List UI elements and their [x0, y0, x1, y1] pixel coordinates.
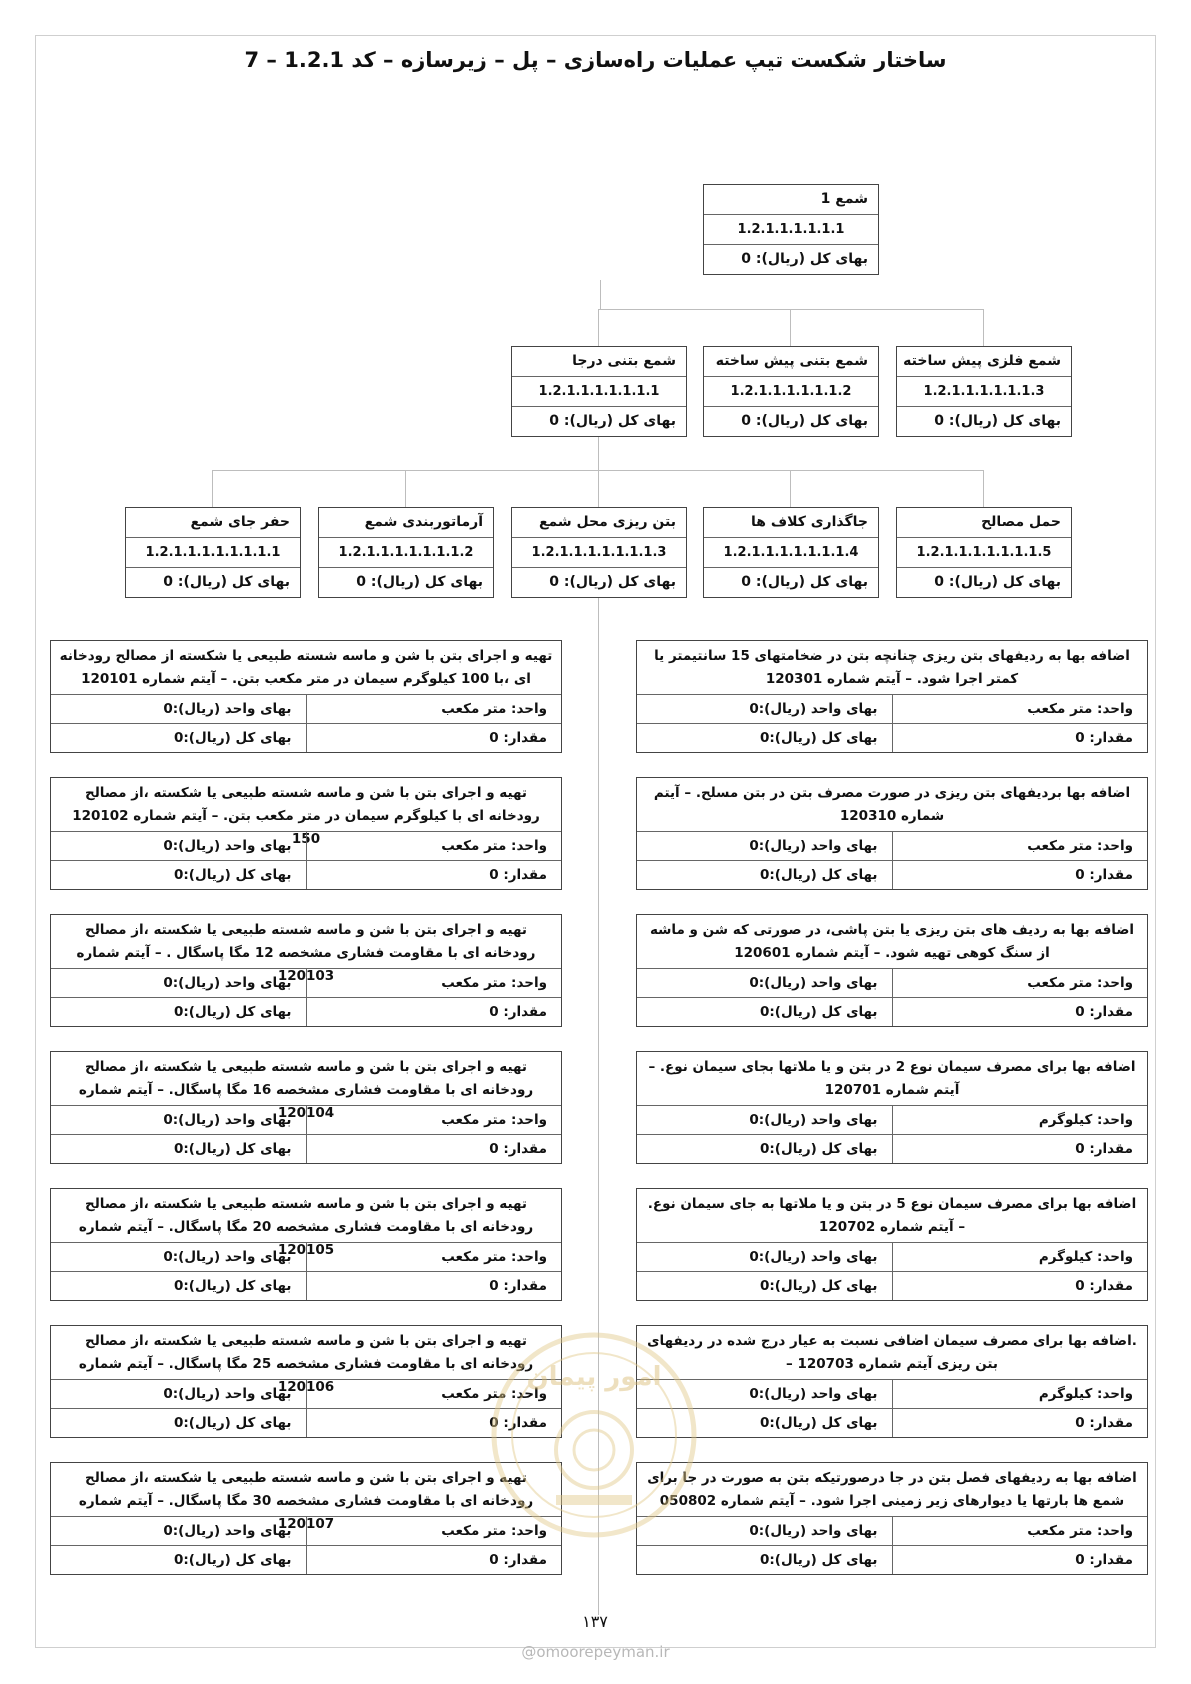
item-description: تهیه و اجرای بتن با شن و ماسه شسته طبیعی یا شکسته ،از مصالح رودخانه ای با مقاومت فشاری مشخصه 25 مگا پاسگال. – آیتم شماره 120106 [51, 1326, 561, 1380]
item-box-right [636, 777, 1148, 890]
item-total-price: بهای کل (ریال):0 [174, 730, 292, 746]
connector-line [790, 470, 791, 507]
node-total: بهای کل (ریال): 0 [741, 413, 868, 429]
node-code: 1.2.1.1.1.1.1.1.1.5 [897, 538, 1071, 568]
item-total-price: بهای کل (ریال):0 [174, 1278, 292, 1294]
node-name: آرماتوربندی شمع [319, 508, 493, 538]
wbs-node-cage-placement [703, 507, 879, 598]
item-unit-price: بهای واحد (ریال):0 [749, 838, 878, 854]
node-name: شمع 1 [704, 185, 878, 215]
node-code: 1.2.1.1.1.1.1.1.1.2 [319, 538, 493, 568]
node-name: شمع بتنی پیش ساخته [704, 347, 878, 377]
item-quantity: مقدار: 0 [892, 1272, 1148, 1300]
item-unit-price: بهای واحد (ریال):0 [163, 701, 292, 717]
node-total: بهای کل (ریال): 0 [934, 413, 1061, 429]
item-quantity: مقدار: 0 [306, 1546, 562, 1574]
node-code: 1.2.1.1.1.1.1.1.2 [704, 377, 878, 407]
node-total: بهای کل (ریال): 0 [741, 251, 868, 267]
item-unit: واحد: متر مکعب [306, 695, 562, 723]
item-box-right [636, 1051, 1148, 1164]
item-box-right [636, 1188, 1148, 1301]
item-total-price: بهای کل (ریال):0 [174, 867, 292, 883]
item-description: اضافه بها به ردیفهای بتن ریزی چنانچه بتن در ضخامتهای 15 سانتیمتر یا کمتر اجرا شود. – آیتم شماره 120301 [637, 641, 1147, 695]
node-total: بهای کل (ریال): 0 [163, 574, 290, 590]
item-unit: واحد: متر مکعب [306, 1380, 562, 1408]
item-description: تهیه و اجرای بتن با شن و ماسه شسته طبیعی یا شکسته ،از مصالح رودخانه ای با مقاومت فشاری مشخصه 20 مگا پاسگال. – آیتم شماره 120105 [51, 1189, 561, 1243]
item-unit: واحد: کیلوگرم [892, 1243, 1148, 1271]
seal-watermark-icon [484, 1325, 704, 1545]
item-description: تهیه و اجرای بتن با شن و ماسه شسته طبیعی یا شکسته ،از مصالح رودخانه ای با مقاومت فشاری مشخصه 12 مگا پاسگال . – آیتم شماره 120103 [51, 915, 561, 969]
wbs-node-level1 [703, 184, 879, 275]
wbs-node-precast-steel-pile [896, 346, 1072, 437]
node-name: حفر جای شمع [126, 508, 300, 538]
node-total: بهای کل (ریال): 0 [741, 574, 868, 590]
node-code: 1.2.1.1.1.1.1.1.1.4 [704, 538, 878, 568]
item-unit-price: بهای واحد (ریال):0 [749, 1386, 878, 1402]
item-quantity: مقدار: 0 [892, 724, 1148, 752]
item-box-left [50, 1188, 562, 1301]
item-description: تهیه و اجرای بتن با شن و ماسه شسته طبیعی یا شکسته ،از مصالح رودخانه ای با کیلوگرم سیمان در متر مکعب بتن. – آیتم شماره 120102 150 [51, 778, 561, 832]
item-total-price: بهای کل (ریال):0 [760, 1415, 878, 1431]
item-unit-price: بهای واحد (ریال):0 [163, 1386, 292, 1402]
wbs-node-pile-concreting [511, 507, 687, 598]
item-unit: واحد: متر مکعب [306, 969, 562, 997]
item-box-left [50, 777, 562, 890]
item-description: اضافه بها به ردیفهای فصل بتن در جا درصورتیکه بتن به صورت در جا برای شمع ها بارتها یا دیوارهای زیر زمینی اجرا شود. – آیتم شماره 050802 [637, 1463, 1147, 1517]
item-box-left [50, 1051, 562, 1164]
item-unit-price: بهای واحد (ریال):0 [749, 1249, 878, 1265]
node-name: شمع فلزی پیش ساخته [897, 347, 1071, 377]
item-description: تهیه و اجرای بتن با شن و ماسه شسته طبیعی یا شکسته ،از مصالح رودخانه ای با مقاومت فشاری مشخصه 16 مگا پاسگال. – آیتم شماره 120104 [51, 1052, 561, 1106]
seal-text: امور پیمان [526, 1362, 662, 1392]
connector-line [405, 470, 406, 507]
item-quantity: مقدار: 0 [306, 861, 562, 889]
item-total-price: بهای کل (ریال):0 [760, 1004, 878, 1020]
item-total-price: بهای کل (ریال):0 [174, 1141, 292, 1157]
item-box-right [636, 640, 1148, 753]
item-unit-price: بهای واحد (ریال):0 [163, 975, 292, 991]
connector-line [212, 470, 213, 507]
item-unit: واحد: متر مکعب [892, 969, 1148, 997]
node-total: بهای کل (ریال): 0 [356, 574, 483, 590]
item-total-price: بهای کل (ریال):0 [760, 1552, 878, 1568]
node-name: جاگذاری کلاف ها [704, 508, 878, 538]
item-box-right [636, 1462, 1148, 1575]
wbs-node-pile-excavation [125, 507, 301, 598]
item-total-price: بهای کل (ریال):0 [760, 1278, 878, 1294]
item-quantity: مقدار: 0 [306, 1409, 562, 1437]
connector-line [983, 470, 984, 507]
item-quantity: مقدار: 0 [306, 998, 562, 1026]
item-unit: واحد: متر مکعب [892, 695, 1148, 723]
connector-line [600, 280, 601, 310]
item-unit: واحد: متر مکعب [306, 832, 562, 860]
item-description: تهیه و اجرای بتن با شن و ماسه شسته طبیعی یا شکسته از مصالح رودخانه ای ،با 100 کیلوگرم سیمان در متر مکعب بتن. – آیتم شماره 120101 [51, 641, 561, 695]
page-title: ساختار شکست تیپ عملیات راه‌سازی – پل – زیرسازه – کد 1.2.1 – 7 [244, 48, 947, 72]
item-unit-price: بهای واحد (ریال):0 [163, 1112, 292, 1128]
item-box-left [50, 914, 562, 1027]
item-unit-price: بهای واحد (ریال):0 [749, 975, 878, 991]
item-unit: واحد: کیلوگرم [892, 1106, 1148, 1134]
node-name: حمل مصالح [897, 508, 1071, 538]
item-unit-price: بهای واحد (ریال):0 [163, 838, 292, 854]
item-unit: واحد: متر مکعب [306, 1106, 562, 1134]
item-unit: واحد: متر مکعب [306, 1243, 562, 1271]
wbs-node-pile-reinforcement [318, 507, 494, 598]
item-total-price: بهای کل (ریال):0 [174, 1552, 292, 1568]
item-unit-price: بهای واحد (ریال):0 [749, 1523, 878, 1539]
item-box-right [636, 1325, 1148, 1438]
page-number: ۱۳۷ [582, 1612, 608, 1631]
item-box-left [50, 640, 562, 753]
item-description: اضافه بها به ردیف های بتن ریزی یا بتن پاشی، در صورتی که شن و ماشه از سنگ کوهی تهیه شود. – آیتم شماره 120601 [637, 915, 1147, 969]
node-name: بتن ریزی محل شمع [512, 508, 686, 538]
item-description: اضافه بها برای مصرف سیمان نوع 5 در بتن و یا ملاتها به جای سیمان نوع. – آیتم شماره 120702 [637, 1189, 1147, 1243]
item-quantity: مقدار: 0 [306, 724, 562, 752]
node-code: 1.2.1.1.1.1.1.1.3 [897, 377, 1071, 407]
node-name: شمع بتنی درجا [512, 347, 686, 377]
item-quantity: مقدار: 0 [892, 1135, 1148, 1163]
node-total: بهای کل (ریال): 0 [934, 574, 1061, 590]
item-unit-price: بهای واحد (ریال):0 [749, 701, 878, 717]
watermark-text: @omoorepeyman.ir [521, 1643, 670, 1661]
connector-line [212, 470, 984, 471]
node-code: 1.2.1.1.1.1.1.1.1 [512, 377, 686, 407]
item-total-price: بهای کل (ریال):0 [760, 867, 878, 883]
item-box-right [636, 914, 1148, 1027]
item-unit: واحد: متر مکعب [892, 832, 1148, 860]
item-quantity: مقدار: 0 [892, 1546, 1148, 1574]
node-total: بهای کل (ریال): 0 [549, 574, 676, 590]
item-unit: واحد: کیلوگرم [892, 1380, 1148, 1408]
item-total-price: بهای کل (ریال):0 [760, 730, 878, 746]
node-code: 1.2.1.1.1.1.1.1 [704, 215, 878, 245]
item-quantity: مقدار: 0 [306, 1272, 562, 1300]
item-description: تهیه و اجرای بتن با شن و ماسه شسته طبیعی یا شکسته ،از مصالح رودخانه ای با مقاومت فشاری مشخصه 30 مگا پاسگال. – آیتم شماره 120107 [51, 1463, 561, 1517]
item-unit-price: بهای واحد (ریال):0 [163, 1523, 292, 1539]
item-unit: واحد: متر مکعب [306, 1517, 562, 1545]
item-unit-price: بهای واحد (ریال):0 [163, 1249, 292, 1265]
item-description: اضافه بها بردیفهای بتن ریزی در صورت مصرف بتن در بتن مسلح. – آیتم شماره 120310 [637, 778, 1147, 832]
item-quantity: مقدار: 0 [892, 1409, 1148, 1437]
item-unit: واحد: متر مکعب [892, 1517, 1148, 1545]
node-code: 1.2.1.1.1.1.1.1.1.3 [512, 538, 686, 568]
node-total: بهای کل (ریال): 0 [549, 413, 676, 429]
item-total-price: بهای کل (ریال):0 [174, 1415, 292, 1431]
node-code: 1.2.1.1.1.1.1.1.1.1 [126, 538, 300, 568]
item-description: اضافه بها برای مصرف سیمان نوع 2 در بتن و یا ملاتها بجای سیمان نوع. – آیتم شماره 120701 [637, 1052, 1147, 1106]
item-quantity: مقدار: 0 [892, 998, 1148, 1026]
wbs-node-precast-concrete-pile [703, 346, 879, 437]
item-unit-price: بهای واحد (ریال):0 [749, 1112, 878, 1128]
connector-line [598, 309, 599, 346]
connector-line [598, 309, 984, 310]
connector-line [790, 309, 791, 346]
item-total-price: بهای کل (ریال):0 [174, 1004, 292, 1020]
item-total-price: بهای کل (ریال):0 [760, 1141, 878, 1157]
connector-line [983, 309, 984, 346]
wbs-node-cast-in-place-pile [511, 346, 687, 437]
item-quantity: مقدار: 0 [306, 1135, 562, 1163]
item-description: .اضافه بها برای مصرف سیمان اضافی نسبت به عیار درج شده در ردیفهای بتن ریزی آیتم شماره 120703 – [637, 1326, 1147, 1380]
wbs-node-material-transport [896, 507, 1072, 598]
item-quantity: مقدار: 0 [892, 861, 1148, 889]
